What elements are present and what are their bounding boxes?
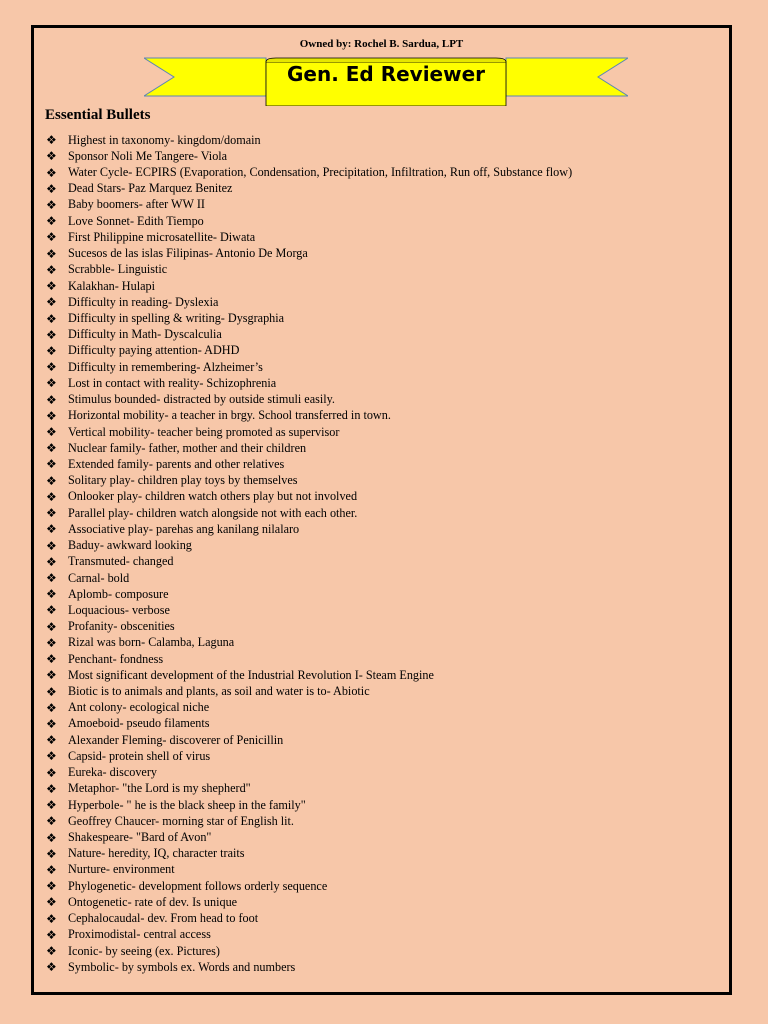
list-item-text: Kalakhan- Hulapi (68, 278, 155, 293)
diamond-bullet-icon: ❖ (46, 603, 57, 618)
list-item (46, 716, 572, 732)
list-item-text: Capsid- protein shell of virus (68, 748, 211, 763)
diamond-bullet-icon: ❖ (46, 814, 57, 829)
list-item (46, 862, 572, 878)
list-item (46, 327, 572, 343)
list-item-text: Horizontal mobility- a teacher in brgy. School transferred in town. (68, 408, 391, 423)
list-item-text: Phylogenetic- development follows orderly sequence (68, 878, 328, 893)
list-item-text: Geoffrey Chaucer- morning star of English lit. (68, 813, 294, 828)
list-item (46, 392, 572, 408)
diamond-bullet-icon: ❖ (46, 376, 57, 391)
list-item-text: Rizal was born- Calamba, Laguna (68, 635, 235, 650)
diamond-bullet-icon: ❖ (46, 538, 57, 553)
list-item-text: Shakespeare- "Bard of Avon" (68, 830, 212, 845)
diamond-bullet-icon: ❖ (46, 295, 57, 310)
list-item-text: Hyperbole- " he is the black sheep in the family" (68, 797, 306, 812)
list-item (46, 164, 572, 180)
list-item-text: Highest in taxonomy- kingdom/domain (68, 132, 261, 147)
diamond-bullet-icon: ❖ (46, 798, 57, 813)
list-item-text: Onlooker play- children watch others play but not involved (68, 489, 358, 504)
list-item (46, 748, 572, 764)
list-item (46, 213, 572, 229)
diamond-bullet-icon: ❖ (46, 587, 57, 602)
list-item (46, 651, 572, 667)
list-item-text: Nuclear family- father, mother and their children (68, 440, 307, 455)
diamond-bullet-icon: ❖ (46, 425, 57, 440)
list-item (46, 586, 572, 602)
list-item-text: Proximodistal- central access (68, 927, 211, 942)
list-item (46, 473, 572, 489)
list-item-text: First Philippine microsatellite- Diwata (68, 229, 256, 244)
diamond-bullet-icon: ❖ (46, 441, 57, 456)
list-item (46, 375, 572, 391)
list-item (46, 813, 572, 829)
list-item (46, 456, 572, 472)
list-item-text: Amoeboid- pseudo filaments (68, 716, 210, 731)
diamond-bullet-icon: ❖ (46, 652, 57, 667)
diamond-bullet-icon: ❖ (46, 522, 57, 537)
list-item-text: Ant colony- ecological niche (68, 700, 210, 715)
diamond-bullet-icon: ❖ (46, 733, 57, 748)
list-item-text: Sponsor Noli Me Tangere- Viola (68, 148, 228, 163)
diamond-bullet-icon: ❖ (46, 684, 57, 699)
diamond-bullet-icon: ❖ (46, 165, 57, 180)
diamond-bullet-icon: ❖ (46, 181, 57, 196)
diamond-bullet-icon: ❖ (46, 360, 57, 375)
diamond-bullet-icon: ❖ (46, 489, 57, 504)
list-item-text: Most significant development of the Industrial Revolution I- Steam Engine (68, 667, 434, 682)
diamond-bullet-icon: ❖ (46, 781, 57, 796)
list-item-text: Carnal- bold (68, 570, 130, 585)
list-item (46, 894, 572, 910)
list-item (46, 943, 572, 959)
list-item-text: Vertical mobility- teacher being promoted as supervisor (68, 424, 340, 439)
list-item-text: Baduy- awkward looking (68, 538, 192, 553)
list-item (46, 262, 572, 278)
diamond-bullet-icon: ❖ (46, 927, 57, 942)
diamond-bullet-icon: ❖ (46, 911, 57, 926)
list-item-text: Dead Stars- Paz Marquez Benitez (68, 181, 233, 196)
list-item (46, 246, 572, 262)
diamond-bullet-icon: ❖ (46, 716, 57, 731)
list-item-text: Difficulty in Math- Dyscalculia (68, 327, 222, 342)
list-item-text: Penchant- fondness (68, 651, 164, 666)
list-item-text: Transmuted- changed (68, 554, 174, 569)
list-item (46, 537, 572, 553)
list-item (46, 765, 572, 781)
list-item (46, 278, 572, 294)
list-item (46, 846, 572, 862)
list-item (46, 781, 572, 797)
list-item-text: Difficulty in remembering- Alzheimer’s (68, 359, 263, 374)
list-item (46, 619, 572, 635)
list-item-text: Stimulus bounded- distracted by outside stimuli easily. (68, 392, 335, 407)
list-item-text: Ontogenetic- rate of dev. Is unique (68, 894, 238, 909)
diamond-bullet-icon: ❖ (46, 311, 57, 326)
diamond-bullet-icon: ❖ (46, 668, 57, 683)
list-item-text: Difficulty paying attention- ADHD (68, 343, 240, 358)
diamond-bullet-icon: ❖ (46, 700, 57, 715)
list-item-text: Scrabble- Linguistic (68, 262, 168, 277)
diamond-bullet-icon: ❖ (46, 571, 57, 586)
diamond-bullet-icon: ❖ (46, 392, 57, 407)
list-item (46, 797, 572, 813)
list-item-text: Loquacious- verbose (68, 602, 170, 617)
list-item (46, 408, 572, 424)
diamond-bullet-icon: ❖ (46, 862, 57, 877)
diamond-bullet-icon: ❖ (46, 197, 57, 212)
bullet-list (46, 132, 572, 975)
diamond-bullet-icon: ❖ (46, 343, 57, 358)
document-page (31, 25, 732, 995)
list-item (46, 683, 572, 699)
list-item (46, 440, 572, 456)
list-item (46, 959, 572, 975)
list-item-text: Difficulty in spelling & writing- Dysgraphia (68, 311, 285, 326)
list-item-text: Difficulty in reading- Dyslexia (68, 294, 219, 309)
diamond-bullet-icon: ❖ (46, 960, 57, 975)
list-item (46, 148, 572, 164)
diamond-bullet-icon: ❖ (46, 408, 57, 423)
list-item-text: Alexander Fleming- discoverer of Penicillin (68, 732, 284, 747)
owner-line: Owned by: Rochel B. Sardua, LPT (299, 38, 464, 50)
diamond-bullet-icon: ❖ (46, 895, 57, 910)
list-item (46, 424, 572, 440)
list-item-text: Sucesos de las islas Filipinas- Antonio De Morga (68, 246, 308, 261)
list-item-text: Nature- heredity, IQ, character traits (68, 846, 245, 861)
list-item-text: Water Cycle- ECPIRS (Evaporation, Condensation, Precipitation, Infiltration, Run off, Substance flow) (68, 165, 573, 180)
diamond-bullet-icon: ❖ (46, 327, 57, 342)
list-item (46, 343, 572, 359)
list-item-text: Lost in contact with reality- Schizophrenia (68, 375, 277, 390)
diamond-bullet-icon: ❖ (46, 944, 57, 959)
list-item (46, 700, 572, 716)
diamond-bullet-icon: ❖ (46, 846, 57, 861)
diamond-bullet-icon: ❖ (46, 506, 57, 521)
diamond-bullet-icon: ❖ (46, 879, 57, 894)
list-item (46, 181, 572, 197)
list-item (46, 359, 572, 375)
list-item-text: Profanity- obscenities (68, 619, 175, 634)
list-item (46, 911, 572, 927)
list-item (46, 197, 572, 213)
list-item (46, 132, 572, 148)
list-item-text: Baby boomers- after WW II (68, 197, 205, 212)
list-item-text: Love Sonnet- Edith Tiempo (68, 213, 204, 228)
diamond-bullet-icon: ❖ (46, 262, 57, 277)
diamond-bullet-icon: ❖ (46, 230, 57, 245)
list-item-text: Aplomb- composure (68, 586, 169, 601)
diamond-bullet-icon: ❖ (46, 149, 57, 164)
diamond-bullet-icon: ❖ (46, 619, 57, 634)
list-item (46, 229, 572, 245)
list-item (46, 635, 572, 651)
diamond-bullet-icon: ❖ (46, 830, 57, 845)
list-item (46, 310, 572, 326)
list-item-text: Solitary play- children play toys by themselves (68, 473, 298, 488)
list-item (46, 570, 572, 586)
list-item (46, 602, 572, 618)
list-item (46, 554, 572, 570)
diamond-bullet-icon: ❖ (46, 554, 57, 569)
diamond-bullet-icon: ❖ (46, 473, 57, 488)
list-item (46, 294, 572, 310)
list-item (46, 829, 572, 845)
list-item-text: Biotic is to animals and plants, as soil and water is to- Abiotic (68, 684, 370, 699)
list-item (46, 732, 572, 748)
list-item-text: Associative play- parehas ang kanilang nilalaro (68, 521, 300, 536)
list-item (46, 927, 572, 943)
diamond-bullet-icon: ❖ (46, 635, 57, 650)
diamond-bullet-icon: ❖ (46, 457, 57, 472)
diamond-bullet-icon: ❖ (46, 246, 57, 261)
list-item (46, 505, 572, 521)
list-item (46, 667, 572, 683)
list-item-text: Extended family- parents and other relatives (68, 456, 285, 471)
list-item-text: Nurture- environment (68, 862, 175, 877)
section-heading: Essential Bullets (45, 107, 151, 123)
diamond-bullet-icon: ❖ (46, 765, 57, 780)
banner-title: Gen. Ed Reviewer (286, 62, 486, 86)
list-item (46, 878, 572, 894)
list-item-text: Eureka- discovery (68, 765, 157, 780)
list-item (46, 521, 572, 537)
diamond-bullet-icon: ❖ (46, 279, 57, 294)
diamond-bullet-icon: ❖ (46, 749, 57, 764)
list-item-text: Parallel play- children watch alongside not with each other. (68, 505, 358, 520)
diamond-bullet-icon: ❖ (46, 214, 57, 229)
list-item-text: Iconic- by seeing (ex. Pictures) (68, 943, 220, 958)
diamond-bullet-icon: ❖ (46, 133, 57, 148)
list-item-text: Symbolic- by symbols ex. Words and numbers (68, 959, 296, 974)
title-banner (144, 56, 628, 106)
list-item (46, 489, 572, 505)
list-item-text: Metaphor- "the Lord is my shepherd" (68, 781, 251, 796)
list-item-text: Cephalocaudal- dev. From head to foot (68, 911, 259, 926)
